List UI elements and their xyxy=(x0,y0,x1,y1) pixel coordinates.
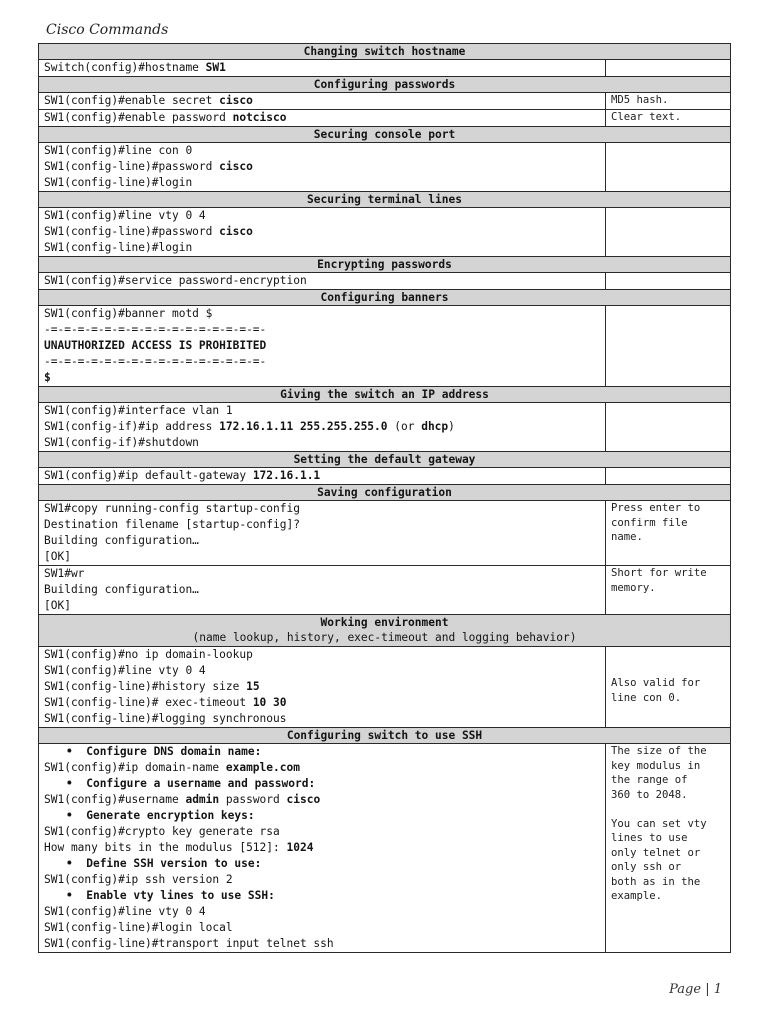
bullet-text: Define SSH version to use: xyxy=(86,857,262,870)
section-header xyxy=(39,290,731,306)
command-text: SW1#wr xyxy=(44,567,85,580)
command-text: SW1(config)#service password-encryption xyxy=(44,274,307,287)
command-text: SW1(config)#line vty 0 4 xyxy=(44,905,206,918)
section-title: Changing switch hostname xyxy=(303,45,466,58)
command-row xyxy=(39,403,731,452)
command-line xyxy=(44,338,600,354)
command-value: $ xyxy=(44,371,51,384)
note-cell xyxy=(606,647,731,728)
command-line xyxy=(44,240,600,256)
note-text: confirm file xyxy=(611,516,688,529)
note-text: 360 to 2048. xyxy=(611,788,688,801)
command-line xyxy=(44,60,600,76)
command-line xyxy=(44,663,600,679)
command-line xyxy=(44,549,600,565)
command-row xyxy=(39,110,731,127)
command-line xyxy=(44,224,600,240)
command-row xyxy=(39,93,731,110)
command-value: admin xyxy=(185,793,220,806)
command-value: 10 30 xyxy=(252,696,287,709)
section-header-row xyxy=(39,257,731,273)
note-text: memory. xyxy=(611,581,656,594)
command-row xyxy=(39,208,731,257)
note-text: the range of xyxy=(611,774,688,786)
command-value: 1024 xyxy=(286,841,314,854)
command-text: SW1(config)#banner motd $ xyxy=(44,307,213,320)
command-cell xyxy=(39,501,606,566)
note-text: Clear text. xyxy=(611,111,682,123)
command-cell xyxy=(39,566,606,615)
command-value: cisco xyxy=(219,160,253,173)
section-header-row xyxy=(39,127,731,143)
section-header-row xyxy=(39,452,731,468)
command-line xyxy=(44,711,600,727)
command-row xyxy=(39,647,731,728)
command-cell xyxy=(39,468,606,485)
command-text: Switch(config)#hostname xyxy=(44,61,206,74)
bullet-text: Enable vty lines to use SSH: xyxy=(86,889,275,902)
command-text: [OK] xyxy=(44,599,71,612)
command-line xyxy=(44,273,600,289)
command-line xyxy=(44,533,600,549)
section-title: Working environment xyxy=(320,616,449,629)
command-cell xyxy=(39,110,606,127)
command-line xyxy=(44,695,600,711)
note-cell xyxy=(606,273,731,290)
command-line xyxy=(44,208,600,224)
command-row xyxy=(39,468,731,485)
command-line xyxy=(44,679,600,695)
command-text: -=-=-=-=-=-=-=-=-=-=-=-=-=-=-=-=- xyxy=(44,323,267,336)
command-line xyxy=(44,370,600,386)
command-text: SW1(config)#crypto key generate rsa xyxy=(44,825,280,838)
command-line xyxy=(44,840,600,856)
bullet-text: Configure DNS domain name: xyxy=(86,745,262,758)
command-text: SW1(config)#username xyxy=(44,793,186,806)
command-text: Building configuration… xyxy=(44,534,199,547)
page-number: Page | 1 xyxy=(669,982,722,997)
command-row xyxy=(39,273,731,290)
command-value: cisco xyxy=(219,225,253,238)
command-text: SW1(config-line)#login local xyxy=(44,921,233,934)
command-line xyxy=(44,468,600,484)
command-line xyxy=(44,904,600,920)
command-value: dhcp xyxy=(421,420,449,433)
section-header-row xyxy=(39,485,731,501)
section-header-row xyxy=(39,77,731,93)
note-cell xyxy=(606,110,731,127)
command-cell xyxy=(39,273,606,290)
command-line xyxy=(44,354,600,370)
bullet-icon: • xyxy=(66,777,87,790)
command-line xyxy=(44,760,600,776)
command-text: SW1(config-line)#transport input telnet ssh xyxy=(44,937,334,950)
command-line xyxy=(44,824,600,840)
command-line xyxy=(44,93,600,109)
bullet-icon: • xyxy=(66,857,87,870)
command-text: SW1(config)#ip default-gateway xyxy=(44,469,253,482)
section-title: Securing terminal lines xyxy=(307,193,462,206)
command-text: SW1(config)#line con 0 xyxy=(44,144,193,157)
section-title: Configuring switch to use SSH xyxy=(286,729,483,742)
note-cell xyxy=(606,468,731,485)
note-cell xyxy=(606,501,731,566)
commands-table xyxy=(38,43,731,953)
command-row xyxy=(39,501,731,566)
note-cell xyxy=(606,306,731,387)
note-text: You can set vty xyxy=(611,817,707,830)
command-line xyxy=(44,566,600,582)
command-row xyxy=(39,306,731,387)
note-text: Also valid for xyxy=(611,677,701,689)
command-line xyxy=(44,419,600,435)
command-text: SW1(config)#enable password xyxy=(44,111,233,124)
section-subtitle: (name lookup, history, exec-timeout and logging behavior) xyxy=(192,631,577,644)
command-line xyxy=(44,403,600,419)
command-text: SW1(config)#ip domain-name xyxy=(44,761,226,774)
command-text: password xyxy=(219,793,287,806)
command-line xyxy=(44,110,600,126)
command-row xyxy=(39,566,731,615)
command-row xyxy=(39,744,731,953)
bullet-step xyxy=(44,776,600,792)
command-text: SW1(config-line)#login xyxy=(44,176,193,189)
command-value: 15 xyxy=(246,680,260,693)
note-text xyxy=(611,802,725,817)
bullet-text: Generate encryption keys: xyxy=(86,809,255,822)
command-line xyxy=(44,582,600,598)
section-header xyxy=(39,257,731,273)
command-line xyxy=(44,598,600,614)
section-title: Configuring banners xyxy=(320,291,449,304)
section-header xyxy=(39,77,731,93)
command-text: SW1(config)#line vty 0 4 xyxy=(44,209,206,222)
note-text: name. xyxy=(611,531,643,543)
command-cell xyxy=(39,744,606,953)
section-header xyxy=(39,127,731,143)
command-cell xyxy=(39,647,606,728)
note-text: both as in the xyxy=(611,875,701,888)
command-line xyxy=(44,501,600,517)
bullet-icon: • xyxy=(66,745,87,758)
section-header-row xyxy=(39,44,731,60)
section-title: Securing console port xyxy=(313,128,456,141)
command-line xyxy=(44,306,600,322)
section-header-row xyxy=(39,290,731,306)
command-text: Building configuration… xyxy=(44,583,199,596)
command-value: SW1 xyxy=(205,61,226,74)
command-text: SW1(config)#ip ssh version 2 xyxy=(44,873,233,886)
note-text: Short for write xyxy=(611,567,707,579)
section-header xyxy=(39,452,731,468)
section-title: Encrypting passwords xyxy=(317,258,452,271)
section-header xyxy=(39,485,731,501)
command-cell xyxy=(39,403,606,452)
note-cell xyxy=(606,143,731,192)
command-text: [OK] xyxy=(44,550,71,563)
bullet-step xyxy=(44,856,600,872)
note-text: only ssh or xyxy=(611,861,682,873)
bullet-step xyxy=(44,744,600,760)
section-title: Setting the default gateway xyxy=(293,453,476,466)
section-header xyxy=(39,615,731,647)
bullet-step xyxy=(44,808,600,824)
document-title: Cisco Commands xyxy=(46,22,169,38)
note-cell xyxy=(606,403,731,452)
note-cell xyxy=(606,60,731,77)
note-text: The size of the xyxy=(611,745,707,757)
note-text: MD5 hash. xyxy=(611,94,669,106)
command-line xyxy=(44,435,600,451)
command-line xyxy=(44,322,600,338)
command-line xyxy=(44,159,600,175)
command-text: SW1(config-if)#shutdown xyxy=(44,436,199,449)
command-row xyxy=(39,143,731,192)
command-line xyxy=(44,792,600,808)
note-text: lines to use xyxy=(611,832,688,844)
section-header-row xyxy=(39,192,731,208)
bullet-step xyxy=(44,888,600,904)
section-title: Saving configuration xyxy=(317,486,452,499)
commands-table-body xyxy=(39,44,731,953)
section-header xyxy=(39,44,731,60)
command-text: SW1(config-line)#login xyxy=(44,241,193,254)
command-text: SW1(config)#line vty 0 4 xyxy=(44,664,206,677)
command-text: SW1(config)#interface vlan 1 xyxy=(44,404,233,417)
note-cell xyxy=(606,93,731,110)
command-line xyxy=(44,143,600,159)
section-header xyxy=(39,387,731,403)
command-text: -=-=-=-=-=-=-=-=-=-=-=-=-=-=-=-=- xyxy=(44,355,267,368)
bullet-icon: • xyxy=(66,809,87,822)
note-cell xyxy=(606,566,731,615)
command-value: cisco xyxy=(286,793,321,806)
note-cell xyxy=(606,208,731,257)
section-header-row xyxy=(39,728,731,744)
note-text: only telnet or xyxy=(611,846,701,859)
command-value: example.com xyxy=(225,761,300,774)
note-text: Press enter to xyxy=(611,502,701,514)
command-text: SW1(config)#enable secret xyxy=(44,94,220,107)
command-value: 172.16.1.11 255.255.255.0 xyxy=(219,420,388,433)
command-text: (or xyxy=(387,420,422,433)
command-value: notcisco xyxy=(232,111,287,124)
section-title: Configuring passwords xyxy=(313,78,456,91)
command-text: SW1(config-if)#ip address xyxy=(44,420,220,433)
command-text: Destination filename [startup-config]? xyxy=(44,518,300,531)
command-value: 172.16.1.1 xyxy=(252,469,321,482)
command-line xyxy=(44,647,600,663)
command-text: ) xyxy=(448,420,455,433)
command-line xyxy=(44,872,600,888)
command-line xyxy=(44,175,600,191)
command-cell xyxy=(39,306,606,387)
note-cell xyxy=(606,744,731,953)
section-header-row xyxy=(39,615,731,647)
section-header-row xyxy=(39,387,731,403)
command-row xyxy=(39,60,731,77)
section-header xyxy=(39,192,731,208)
command-cell xyxy=(39,93,606,110)
bullet-icon: • xyxy=(66,889,87,902)
command-line xyxy=(44,920,600,936)
command-value: cisco xyxy=(219,94,253,107)
note-text xyxy=(611,647,725,662)
bullet-text: Configure a username and password: xyxy=(86,777,316,790)
command-value: UNAUTHORIZED ACCESS IS PROHIBITED xyxy=(44,339,267,352)
note-text: example. xyxy=(611,890,663,902)
command-text: SW1(config-line)#password xyxy=(44,225,220,238)
note-text xyxy=(611,662,725,677)
command-line xyxy=(44,936,600,952)
command-text: How many bits in the modulus [512]: xyxy=(44,841,287,854)
section-title: Giving the switch an IP address xyxy=(280,388,489,401)
command-text: SW1(config-line)# exec-timeout xyxy=(44,696,253,709)
section-header xyxy=(39,728,731,744)
command-line xyxy=(44,517,600,533)
command-text: SW1(config-line)#password xyxy=(44,160,220,173)
command-text: SW1(config-line)#logging synchronous xyxy=(44,712,287,725)
command-cell xyxy=(39,143,606,192)
command-text: SW1(config)#no ip domain-lookup xyxy=(44,648,253,661)
command-text: SW1(config-line)#history size xyxy=(44,680,247,693)
command-cell xyxy=(39,208,606,257)
note-text: key modulus in xyxy=(611,759,701,772)
note-text: line con 0. xyxy=(611,691,682,704)
command-text: SW1#copy running-config startup-config xyxy=(44,502,300,515)
command-cell xyxy=(39,60,606,77)
